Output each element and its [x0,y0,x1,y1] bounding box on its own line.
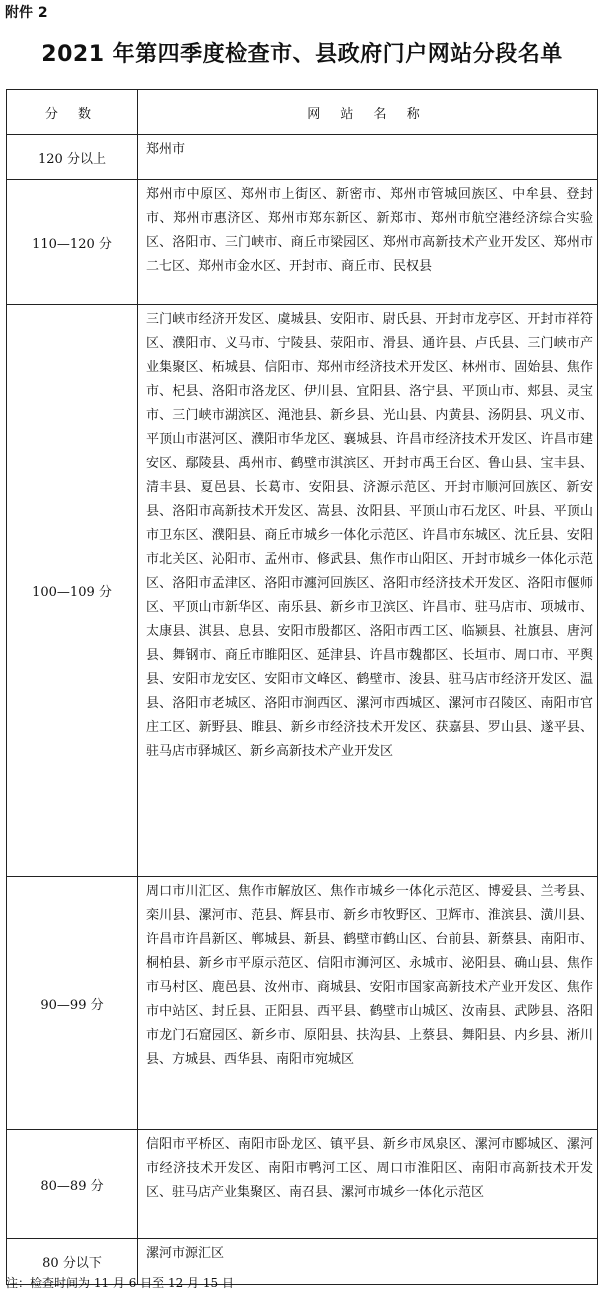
table-row [7,305,598,877]
site-names: 信阳市平桥区、南阳市卧龙区、镇平县、新乡市凤泉区、漯河市郾城区、漯河市经济技术开发区、南阳市鸭河工区、周口市淮阳区、南阳市高新技术开发区、驻马店产业集聚区、南召县、漯河市城乡一体化示范区 [138,1130,598,1239]
score-range: 80—89 分 [7,1130,138,1239]
ranking-table [6,89,598,1285]
site-names: 郑州市中原区、郑州市上街区、新密市、郑州市管城回族区、中牟县、登封市、郑州市惠济区、郑州市郑东新区、新郑市、郑州市航空港经济综合实验区、洛阳市、三门峡市、商丘市梁园区、郑州市高新技术产业开发区、郑州市二七区、郑州市金水区、开封市、商丘市、民权县 [138,180,598,305]
footnote: 注：检查时间为 11 月 6 日至 12 月 15 日 [6,1276,234,1290]
header-site-names: 网 站 名 称 [138,90,598,135]
score-range: 120 分以上 [7,135,138,180]
score-range: 100—109 分 [7,305,138,877]
site-names: 周口市川汇区、焦作市解放区、焦作市城乡一体化示范区、博爱县、兰考县、栾川县、漯河市、范县、辉县市、新乡市牧野区、卫辉市、淮滨县、潢川县、许昌市许昌新区、郸城县、新县、鹤壁市鹤山区、台前县、新蔡县、南阳市、桐柏县、新乡市平原示范区、信阳市浉河区、永城市、泌阳县、确山县、焦作市马村区、鹿邑县、汝州市、商城县、安阳市国家高新技术产业开发区、焦作市中站区、封丘县、正阳县、西平县、鹤壁市山城区、汝南县、武陟县、洛阳市龙门石窟园区、新乡市、原阳县、扶沟县、上蔡县、舞阳县、内乡县、淅川县、方城县、西华县、南阳市宛城区 [138,877,598,1130]
site-names: 三门峡市经济开发区、虞城县、安阳市、尉氏县、开封市龙亭区、开封市祥符区、濮阳市、义马市、宁陵县、荥阳市、滑县、通许县、卢氏县、三门峡市产业集聚区、柘城县、信阳市、郑州市经济技术开发区、林州市、固始县、焦作市、杞县、洛阳市洛龙区、伊川县、宜阳县、洛宁县、平顶山市、郏县、灵宝市、三门峡市湖滨区、渑池县、新乡县、光山县、内黄县、汤阴县、巩义市、平顶山市湛河区、濮阳市华龙区、襄城县、许昌市经济技术开发区、许昌市建安区、鄢陵县、禹州市、鹤壁市淇滨区、开封市禹王台区、鲁山县、宝丰县、清丰县、夏邑县、长葛市、安阳县、济源示范区、开封市顺河回族区、新安县、洛阳市高新技术开发区、嵩县、汝阳县、平顶山市石龙区、叶县、平顶山市卫东区、濮阳县、商丘市城乡一体化示范区、许昌市东城区、沈丘县、安阳市北关区、沁阳市、孟州市、修武县、焦作市山阳区、开封市城乡一体化示范区、洛阳市孟津区、洛阳市瀍河回族区、洛阳市经济技术开发区、洛阳市偃师区、平顶山市新华区、南乐县、新乡市卫滨区、许昌市、驻马店市、项城市、太康县、淇县、息县、安阳市殷都区、洛阳市西工区、临颍县、社旗县、唐河县、舞钢市、商丘市睢阳区、延津县、许昌市魏都区、长垣市、周口市、平舆县、安阳市龙安区、安阳市文峰区、鹤壁市、浚县、驻马店市经济开发区、温县、洛阳市老城区、洛阳市涧西区、漯河市西城区、漯河市召陵区、南阳市官庄工区、新野县、睢县、新乡市经济技术开发区、获嘉县、罗山县、遂平县、驻马店市驿城区、新乡高新技术产业开发区 [138,305,598,877]
table-row [7,180,598,305]
document-title: 2021 年第四季度检查市、县政府门户网站分段名单 [41,42,563,67]
table-row [7,1130,598,1239]
score-range: 80 分以下 [7,1239,138,1285]
table-row [7,877,598,1130]
table-row [7,135,598,180]
score-range: 110—120 分 [7,180,138,305]
header-score: 分 数 [7,90,138,135]
site-names: 漯河市源汇区 [138,1239,598,1285]
attachment-label: 附件 2 [5,5,48,21]
site-names: 郑州市 [138,135,598,180]
table-header-row [7,90,598,135]
score-range: 90—99 分 [7,877,138,1130]
